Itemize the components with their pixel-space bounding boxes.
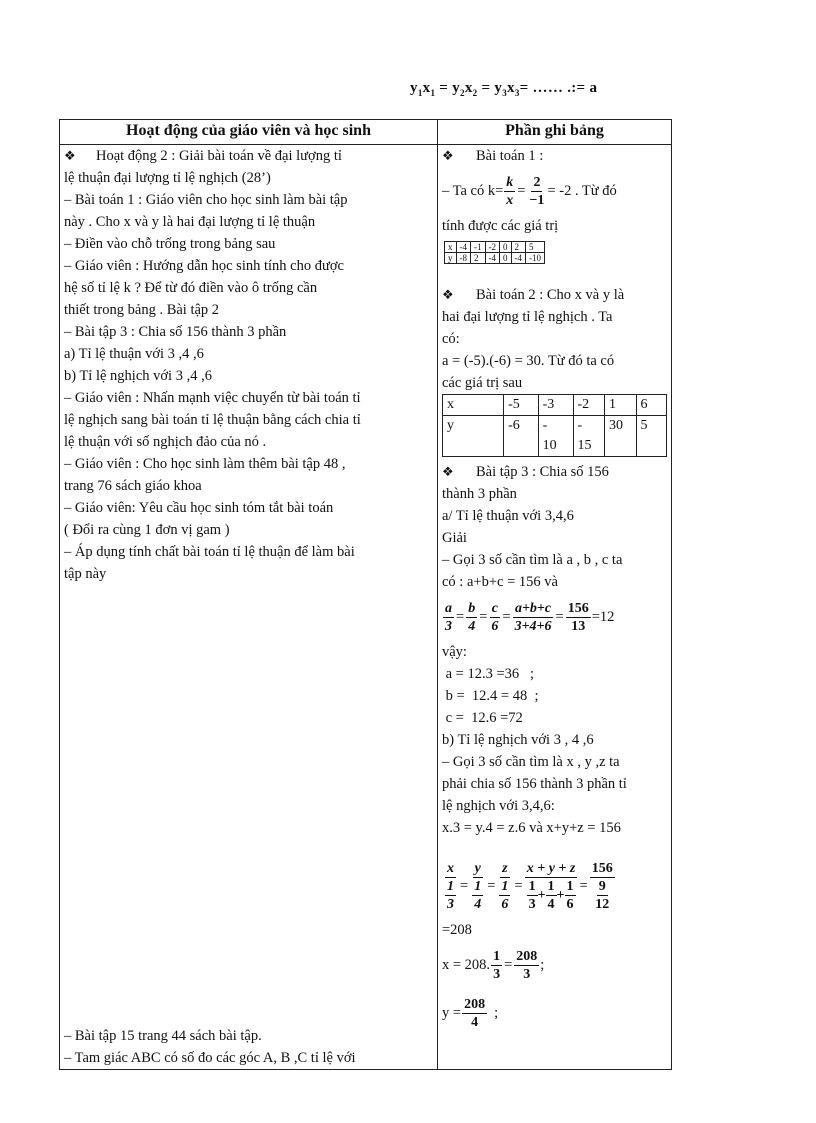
left-line: – Bài tập 15 trang 44 sách bài tập. — [64, 1028, 262, 1044]
left-line: lệ nghịch sang bài toán tỉ lệ thuận bằng cách chia tỉ — [64, 412, 361, 428]
proportion-formula: $\frac{a}{3}$ = $\frac{b}{4}$ = $\frac{c}{6}$ = $\frac{a+b+c}{3+4+6}$ = $\frac{156}{13}$ =12 — [445, 600, 615, 634]
value-table-1 — [444, 241, 545, 264]
bullet-icon: ❖ — [64, 148, 76, 163]
left-column — [60, 145, 438, 1070]
inverse-proportion-formula: $\frac{x}{\frac{1}{3}}$ = $\frac{y}{\frac{1}{4}}$ = $\frac{z}{\frac{1}{6}}$ = x + y + z $\frac{1}{3}$ + $\frac{1}{4}$ + $\frac{1}{6}$ = $\frac{156}{\frac{9}{12}}$ — [447, 860, 613, 912]
left-line: – Tam giác ABC có số đo các góc A, B ,C tỉ lệ với — [64, 1050, 356, 1066]
bullet-icon: ❖ — [442, 464, 454, 479]
left-line: b) Tỉ lệ nghịch với 3 ,4 ,6 — [64, 368, 212, 384]
table-row: y -8 2 -4 0 -4 -10 — [445, 253, 545, 264]
right-column: ❖ Bài toán 1 : – Ta có k= $\frac{k}{x}$ = $\frac{2}{-1}$ = -2 . Từ đó tính được các giá trị x -4 -1 -2 0 2 5 y -8 2 -4 0 -4 -10 ❖ Bài toán 2 : Cho x và y là hai đại lượng tỉ lệ nghịch . Ta có: a = (-5).(-6) = 30. Từ đó ta có các giá trị sau x -5 -3 -2 1 6 y -6 - 10 - 15 30 5 ❖ Bài tập 3 : Chia số 156 thành 3 phần a/ Tỉ lệ thuận với 3,4,6 Giải – Gọi 3 số cần tìm là a , b , c ta có : a+b+c = 156 và $\frac{a}{3}$ = $\frac{b}{4}$ = $\frac{c}{6}$ = $\frac{a+b+c}{3+4+6}$ = $\frac{156}{13}$ =12 vậy: a = 12.3 =36 ; b = 12.4 = 48 ; c = 12.6 =72 b) Tỉ lệ nghịch với 3 , 4 ,6 – Gọi 3 số cần tìm là x , y ,z ta phải chia số 156 thành 3 phần tỉ lệ nghịch với 3,4,6: x.3 = y.4 = z.6 và x+y+z = 156 $\frac{x}{\frac{1}{3}}$ = $\frac{y}{\frac{1}{4}}$ = $\frac{z}{\frac{1}{6}}$ = x + y + z $\frac{1}{3}$ + $\frac{1}{4}$ + $\frac{1}{6}$ = $\frac{156}{\frac{9}{12}}$ =208 x = 208. $\frac{1}{3}$ = $\frac{208}{3}$ ; y = $\frac{208}{4}$ ; — [438, 145, 672, 1070]
table-row: y -6 - 10 - 15 30 5 — [443, 416, 667, 457]
lesson-table — [59, 119, 672, 1070]
left-line: thiết trong bảng . Bài tập 2 — [64, 302, 220, 318]
k-formula: – Ta có k= $\frac{k}{x}$ = $\frac{2}{-1}$ = -2 . Từ đó — [442, 174, 617, 208]
left-line: – Giáo viên : Nhấn mạnh việc chuyển từ bài toán tỉ — [64, 390, 361, 406]
left-line: – Giáo viên : Cho học sinh làm thêm bài tập 48 , — [64, 456, 346, 472]
header-right: Phần ghi bảng — [438, 120, 672, 145]
left-line: tập này — [64, 566, 107, 582]
left-line: trang 76 sách giáo khoa — [64, 478, 202, 494]
left-line: ( Đổi ra cùng 1 đơn vị gam ) — [64, 522, 230, 538]
left-line: hệ số tỉ lệ k ? Để từ đó điền vào ô trống cần — [64, 280, 318, 296]
left-line: này . Cho x và y là hai đại lượng tỉ lệ thuận — [64, 214, 316, 230]
left-line: lệ thuận đại lượng tỉ lệ nghịch (28’) — [64, 170, 271, 186]
x-result: x = 208. $\frac{1}{3}$ = $\frac{208}{3}$ ; — [442, 948, 545, 982]
table-row: x -5 -3 -2 1 6 — [443, 395, 667, 416]
value-table-2 — [442, 394, 667, 457]
header-left: Hoạt động của giáo viên và học sinh — [60, 120, 438, 145]
y-result: y = $\frac{208}{4}$ ; — [442, 996, 499, 1030]
left-line: a) Tỉ lệ thuận với 3 ,4 ,6 — [64, 346, 204, 362]
bt1-title: ❖ Bài toán 1 : — [442, 145, 667, 167]
left-line: – Bài tập 3 : Chia số 156 thành 3 phần — [64, 324, 287, 340]
left-line: – Giáo viên: Yêu cầu học sinh tóm tắt bài toán — [64, 500, 334, 516]
top-equation: $y_1x_1 = y_2x_2 = y_3x_3=$ …… .:= a — [410, 80, 598, 98]
left-line: ❖ Hoạt động 2 : Giải bài toán về đại lượng tỉ — [64, 145, 433, 167]
table-row: x -4 -1 -2 0 2 5 — [445, 242, 545, 253]
left-line: – Áp dụng tính chất bài toán tỉ lệ thuận để làm bài — [64, 544, 355, 560]
left-line: lệ thuận với số nghịch đảo của nó . — [64, 434, 267, 450]
left-line: – Bài toán 1 : Giáo viên cho học sinh làm bài tập — [64, 192, 348, 208]
left-line: – Giáo viên : Hướng dẫn học sinh tính cho được — [64, 258, 344, 274]
bullet-icon: ❖ — [442, 287, 454, 302]
left-line: – Điền vào chỗ trống trong bảng sau — [64, 236, 276, 252]
bullet-icon: ❖ — [442, 148, 454, 163]
